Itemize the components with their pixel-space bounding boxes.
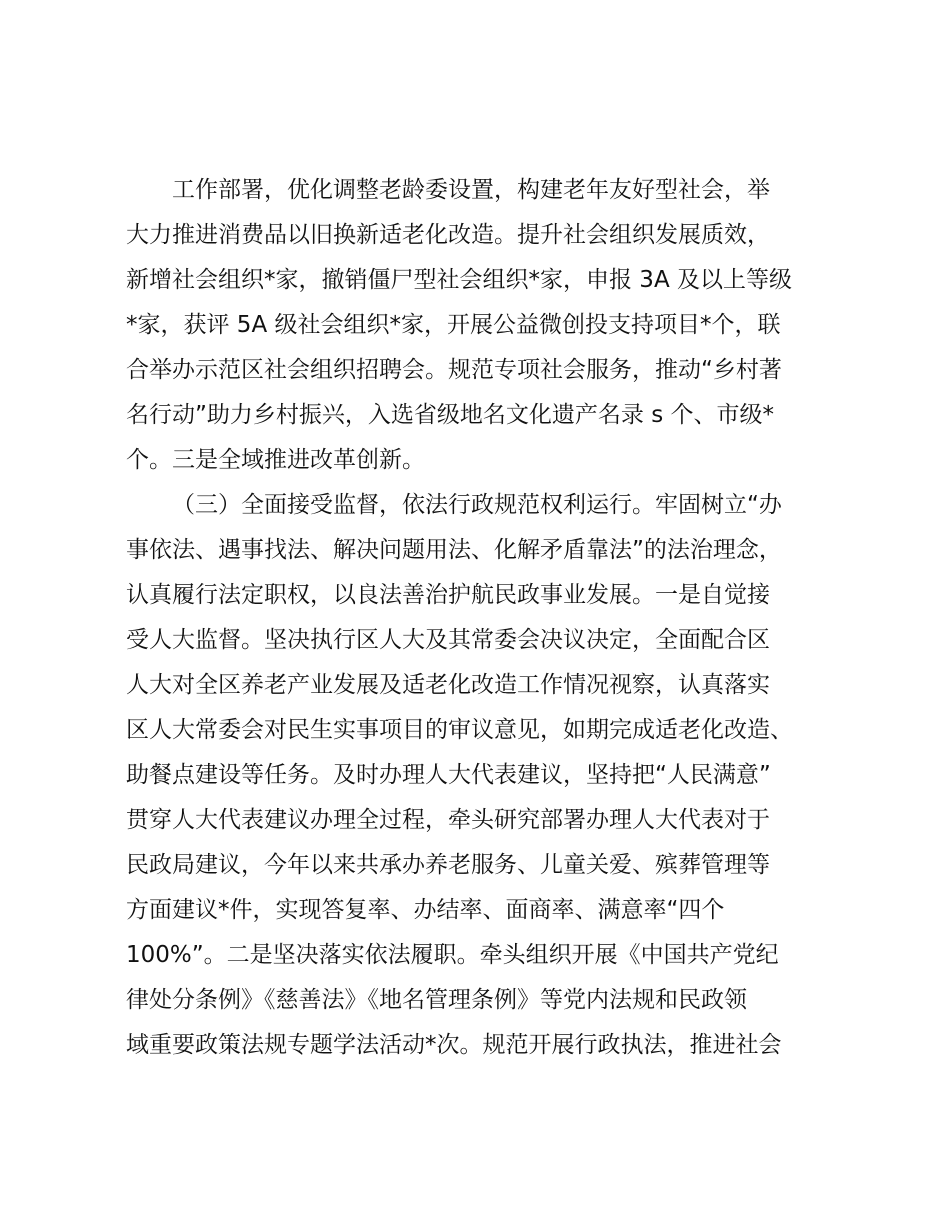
text-line-14: 助餐点建设等任务。及时办理人大代表建议，坚持把“人民满意” xyxy=(126,762,771,788)
text-line-7: 个。三是全域推进改革创新。 xyxy=(126,447,425,473)
text-line-19: 律处分条例》《慈善法》《地名管理条例》等党内法规和民政领 xyxy=(126,987,747,1013)
text-line-13: 区人大常委会对民生实事项目的审议意见，如期完成适老化改造、 xyxy=(126,717,793,743)
text-line-18: 100%”。二是坚决落实依法履职。牵头组织开展《中国共产党纪 xyxy=(126,942,779,968)
text-line-9: 事依法、遇事找法、解决问题用法、化解矛盾靠法”的法治理念， xyxy=(126,537,782,563)
text-line-11: 受人大监督。坚决执行区人大及其常委会决议决定，全面配合区 xyxy=(126,627,770,653)
text-line-1: 工作部署，优化调整老龄委设置，构建老年友好型社会，举 xyxy=(172,177,770,203)
text-line-5: 合举办示范区社会组织招聘会。规范专项社会服务，推动“乡村著 xyxy=(126,357,782,383)
text-line-20: 域重要政策法规专题学法活动*次。规范开展行政执法，推进社会 xyxy=(126,1032,782,1058)
text-line-12: 人大对全区养老产业发展及适老化改造工作情况视察，认真落实 xyxy=(126,672,770,698)
text-line-3: 新增社会组织*家，撤销僵尸型社会组织*家，申报 3A 及以上等级 xyxy=(126,267,792,293)
text-line-10: 认真履行法定职权，以良法善治护航民政事业发展。一是自觉接 xyxy=(126,582,770,608)
text-line-8: （三）全面接受监督，依法行政规范权利运行。牢固树立“办 xyxy=(172,492,782,518)
text-line-2: 大力推进消费品以旧换新适老化改造。提升社会组织发展质效， xyxy=(126,222,770,248)
text-line-17: 方面建议*件，实现答复率、办结率、面商率、满意率“四个 xyxy=(126,897,725,923)
text-line-4: *家，获评 5A 级社会组织*家，开展公益微创投支持项目*个，联 xyxy=(126,312,781,338)
text-line-15: 贯穿人大代表建议办理全过程，牵头研究部署办理人大代表对于 xyxy=(126,807,770,833)
text-line-6: 名行动”助力乡村振兴，入选省级地名文化遗产名录 s 个、市级* xyxy=(126,402,775,428)
text-line-16: 民政局建议，今年以来共承办养老服务、儿童关爱、殡葬管理等 xyxy=(126,852,770,878)
